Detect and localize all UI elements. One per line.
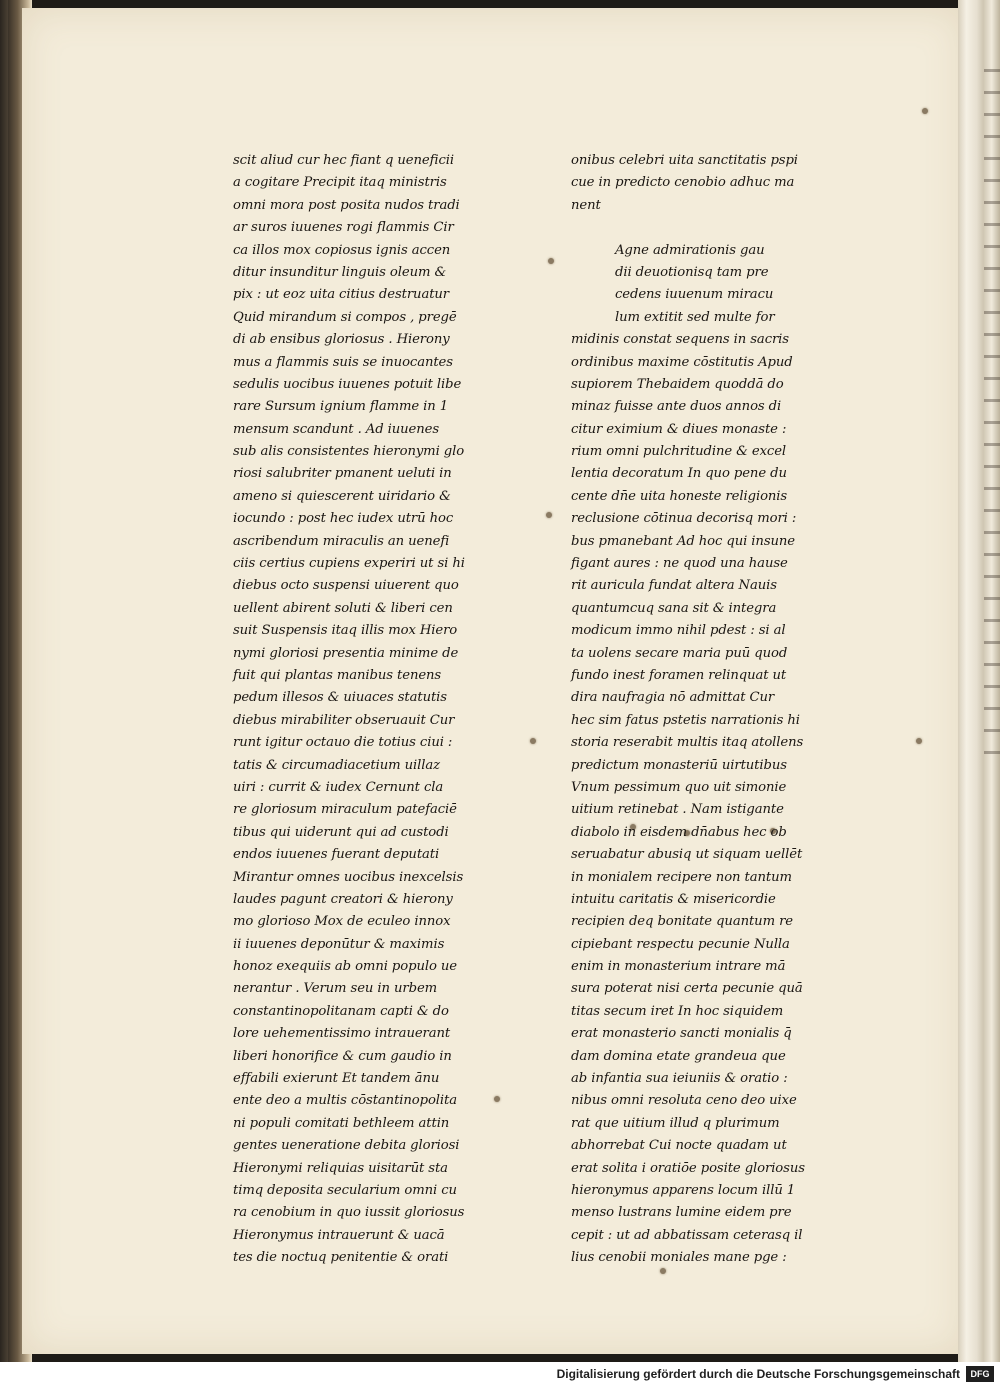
text-line: sub alis consistentes hieronymi glo (233, 444, 465, 460)
text-line: modicum immo nihil pdest : si al (571, 623, 786, 639)
text-line: lentia decoratum In quo pene du (571, 466, 787, 482)
text-line: erat monasterio sancti monialis q̄ (571, 1026, 792, 1042)
text-line: ra cenobium in quo iussit gloriosus (233, 1205, 465, 1221)
text-line: hec sim fatus pstetis narrationis hi (571, 712, 800, 728)
binding-hole (916, 738, 922, 744)
text-line: ar suros iuuenes rogi flammis Cir (233, 220, 454, 236)
text-line: effabili exierunt Et tandem ānu (233, 1071, 440, 1087)
text-line: bus pmanebant Ad hoc qui insune (571, 533, 795, 549)
text-line: Hieronymi reliquias uisitarūt sta (233, 1160, 448, 1176)
text-line: Mirantur omnes uocibus inexcelsis (233, 869, 464, 885)
text-line: timq deposita secularium omni cu (233, 1182, 457, 1198)
text-line: lum extitit sed multe for (615, 309, 775, 325)
text-line: cepit : ut ad abbatissam ceterasq il (571, 1227, 803, 1243)
text-line: re gloriosum miraculum patefaciē (233, 802, 457, 818)
text-line: ta uolens secare maria puū quod (571, 645, 788, 661)
text-line: abhorrebat Cui nocte quadam ut (571, 1138, 787, 1154)
text-line: ente deo a multis cōstantinopolita (233, 1093, 457, 1109)
binding-hole (530, 738, 536, 744)
text-line: mus a flammis suis se inuocantes (233, 354, 453, 370)
text-line: liberi honorifice & cum gaudio in (233, 1048, 452, 1064)
text-line: mensum scandunt . Ad iuuenes (233, 421, 440, 437)
text-line: menso lustrans lumine eidem pre (571, 1205, 792, 1221)
text-line: iocundo : post hec iudex utrū hoc (233, 511, 454, 527)
text-line: figant aures : ne quod una hause (571, 556, 788, 572)
text-line: dira naufragia nō admittat Cur (571, 690, 775, 706)
text-line: uiri : currit & iudex Cernunt cla (233, 779, 444, 795)
binding-hole (546, 512, 552, 518)
dfg-logo: DFG (966, 1366, 994, 1382)
footer-bar (0, 1362, 1000, 1388)
text-line: supiorem Thebaidem quoddā do (571, 376, 784, 392)
text-line: endos iuuenes fuerant deputati (233, 847, 440, 863)
text-line: cue in predicto cenobio adhuc ma (571, 175, 795, 191)
facing-page-print (984, 60, 1000, 760)
text-line: midinis constat sequens in sacris (571, 332, 789, 348)
text-line: in monialem recipere non tantum (571, 869, 792, 885)
text-line: cente dn̄e uita honeste religionis (571, 488, 788, 504)
text-line: diabolo in eisdem dn̄abus hec ob (571, 824, 787, 840)
text-line: gentes ueneratione debita gloriosi (233, 1138, 460, 1154)
text-column-left (233, 150, 523, 1270)
text-line: ii iuuenes deponūtur & maximis (233, 936, 445, 952)
text-line: fundo inest foramen relinquat ut (571, 667, 787, 683)
text-line: fuit qui plantas manibus tenens (233, 667, 442, 683)
text-line: Hieronymus intrauerunt & uacā (233, 1227, 445, 1243)
text-line: titas secum iret In hoc siquidem (571, 1003, 784, 1019)
text-line: ascribendum miraculis an uenefi (233, 533, 450, 549)
text-line: honoz exequiis ab omni populo ue (233, 959, 457, 975)
text-line: ab infantia sua ieiuniis & oratio : (571, 1071, 788, 1087)
text-line: omni mora post posita nudos tradi (233, 197, 460, 213)
text-line: ni populi comitati bethleem attin (233, 1115, 450, 1131)
text-column-right (571, 150, 861, 1270)
text-line: uellent abirent soluti & liberi cen (233, 600, 453, 616)
text-line: reclusione cōtinua decorisq mori : (571, 511, 797, 527)
text-line: rit auricula fundat altera Nauis (571, 578, 777, 594)
text-line: onibus celebri uita sanctitatis pspi (571, 153, 798, 168)
text-line: rare Sursum ignium flamme in 1 (233, 399, 449, 415)
text-line: tibus qui uiderunt qui ad custodi (233, 824, 449, 840)
text-line: constantinopolitanam capti & do (233, 1003, 449, 1019)
text-line: di ab ensibus gloriosus . Hierony (233, 332, 450, 348)
text-line: erat solita i oratiōe posite gloriosus (571, 1160, 805, 1176)
text-line: pedum illesos & uiuaces statutis (233, 690, 447, 706)
text-line (571, 217, 861, 239)
text-line: pix : ut eoz uita citius destruatur (233, 287, 450, 303)
text-line: tes die noctuq penitentie & orati (233, 1250, 449, 1266)
text-line: ameno si quiescerent uiridario & (233, 488, 451, 504)
text-line: intuitu caritatis & misericordie (571, 891, 776, 907)
text-line: mo glorioso Mox de eculeo innox (233, 914, 451, 930)
text-line: ciis certius cupiens experiri ut si hi (233, 556, 465, 572)
text-line: Vnum pessimum quo uit simonie (571, 779, 787, 795)
text-line: hieronymus apparens locum illū 1 (571, 1182, 796, 1198)
text-line: uitium retinebat . Nam istigante (571, 802, 784, 818)
text-line: cedens iuuenum miracu (615, 287, 774, 303)
text-line: suit Suspensis itaq illis mox Hiero (233, 623, 458, 639)
binding-hole (922, 108, 928, 114)
text-line: dam domina etate grandeua que (571, 1048, 786, 1064)
text-line: sedulis uocibus iuuenes potuit libe (233, 376, 462, 392)
text-line: rium omni pulchritudine & excel (571, 444, 787, 460)
text-line: runt igitur octauo die totius ciui : (233, 735, 453, 751)
text-line: nibus omni resoluta ceno deo uixe (571, 1093, 797, 1109)
text-line: dii deuotionisq tam pre (615, 264, 769, 280)
text-line: enim in monasterium intrare mā (571, 959, 786, 975)
text-line: a cogitare Precipit itaq ministris (233, 175, 447, 191)
text-line: diebus mirabiliter obseruauit Cur (233, 712, 455, 728)
text-line: predictum monasteriū uirtutibus (571, 757, 787, 773)
text-line: minaz fuisse ante duos annos di (571, 399, 782, 415)
text-line: Quid mirandum si compos , pregē (233, 309, 457, 325)
text-line: quantumcuq sana sit & integra (571, 600, 777, 616)
text-line: seruabatur abusiq ut siquam uellēt (571, 847, 803, 863)
text-line: scit aliud cur hec fiant q ueneficii (233, 153, 455, 168)
text-line: laudes pagunt creatori & hierony (233, 891, 453, 907)
text-line: storia reserabit multis itaq atollens (571, 735, 804, 751)
text-line: Agne admirationis gau (615, 242, 765, 258)
binding-hole (548, 258, 554, 264)
text-line: nymi gloriosi presentia minime de (233, 645, 459, 661)
text-line: diebus octo suspensi uiuerent quo (233, 578, 459, 594)
text-line: cipiebant respectu pecunie Nulla (571, 936, 790, 952)
text-line: rat que uitium illud q plurimum (571, 1115, 780, 1131)
text-line: citur eximium & diues monaste : (571, 421, 787, 437)
text-line: riosi salubriter pmanent ueluti in (233, 466, 452, 482)
text-line: nent (571, 197, 601, 213)
footer-credit: Digitalisierung gefördert durch die Deutsche Forschungsgemeinschaft (556, 1367, 960, 1381)
text-line: lius cenobii moniales mane pge : (571, 1250, 787, 1266)
text-line: ditur insunditur linguis oleum & (233, 264, 447, 280)
text-line: ordinibus maxime cōstitutis Apud (571, 354, 793, 370)
text-line: nerantur . Verum seu in urbem (233, 981, 438, 997)
text-line: sura poterat nisi certa pecunie quā (571, 981, 803, 997)
text-line: tatis & circumadiacetium uillaz (233, 757, 440, 773)
text-line: recipien deq bonitate quantum re (571, 914, 793, 930)
text-line: lore uehementissimo intrauerant (233, 1026, 451, 1042)
text-line: ca illos mox copiosus ignis accen (233, 242, 451, 258)
